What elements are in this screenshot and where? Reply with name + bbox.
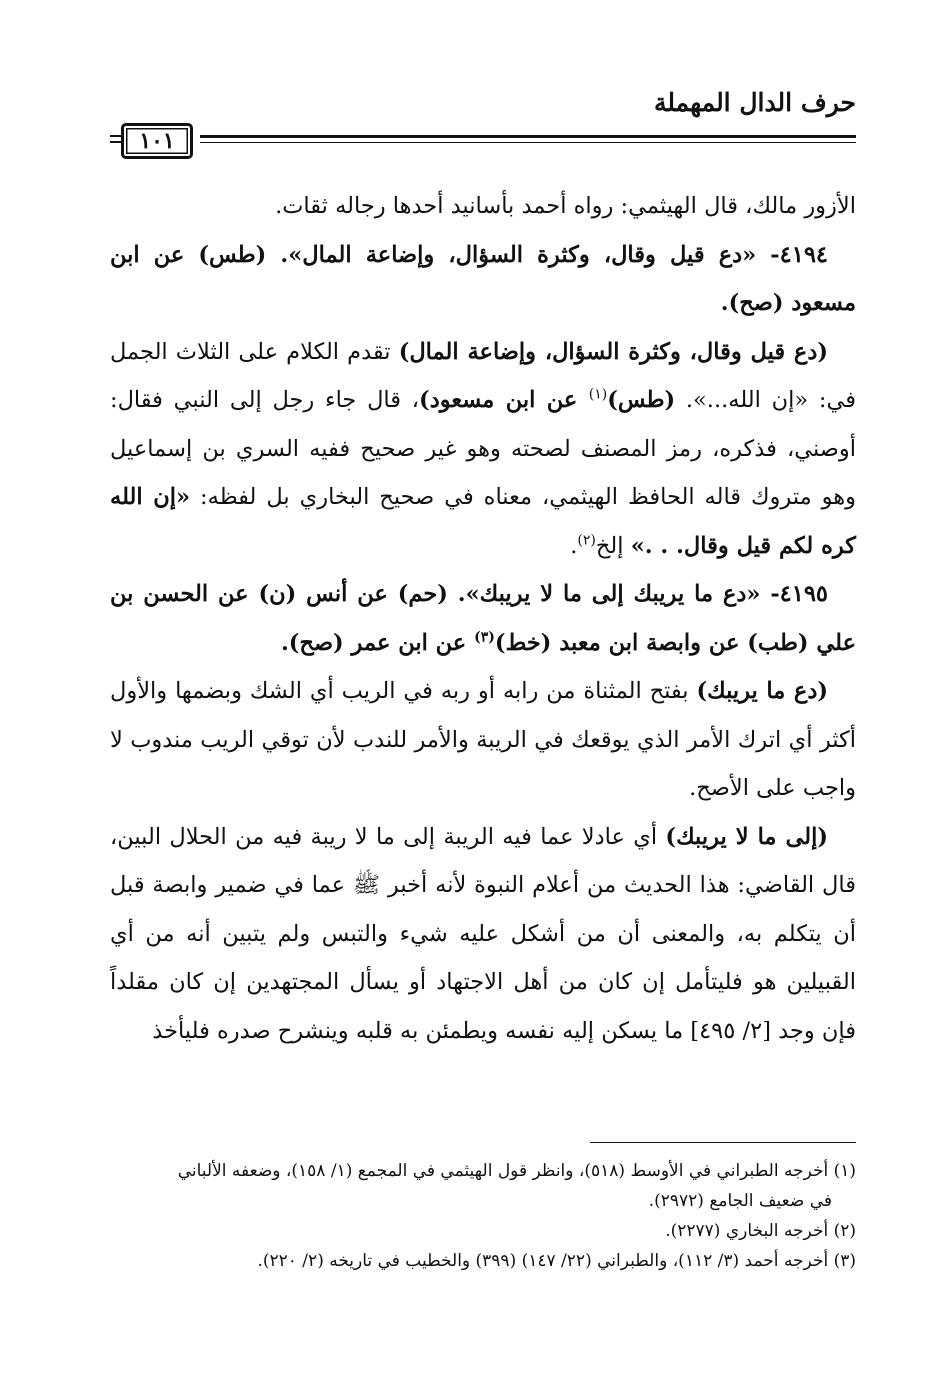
commentary-text-2: ، قال جاء رجل إلى النبي فقال: أوصني، فذكره، رمز المصنف لصحته وهو غير صحيح ففيه السري بن إسماعيل وهو متروك قاله الحافظ الهيثمي، معناه في صحيح البخاري بل لفظه: (110, 387, 856, 510)
footnote-ref-3[interactable]: (٣) (474, 629, 495, 645)
page-number-text: ١٠١ (139, 128, 175, 154)
commentary-lead: (دع قيل وقال، وكثرة السؤال، وإضاعة المال) (398, 338, 829, 365)
running-title: حرف الدال المهملة (653, 88, 856, 117)
hadith-text: - «دع ما يريبك إلى ما لا يريبك». (حم) عن أنس (ن) عن الحسن بن علي (طب) عن وابصة ابن معبد (خط) (110, 581, 856, 656)
footnote-ref-2[interactable]: (٢) (577, 532, 596, 548)
footnote-2 (110, 1216, 856, 1246)
footnote-ref-1[interactable]: (١) (588, 386, 608, 403)
hadith-number: ٤١٩٥ (779, 581, 828, 607)
commentary-text-3: إلخ (595, 532, 631, 559)
paragraph-continuation (110, 182, 856, 231)
commentary-lead: (دع ما يريبك) (696, 678, 828, 704)
hadith-text: - «دع قيل وقال، وكثرة السؤال، وإضاعة المال». (طس) عن ابن مسعود (صح). (110, 241, 856, 316)
footnote-3-text: (٣) أخرجه أحمد (٣/ ١١٢)، والطبراني (٢٢/ ١٤٧) (٣٩٩) والخطيب في تاريخه (٢/ ٢٢٠). (257, 1251, 856, 1271)
header-rule (200, 135, 856, 143)
commentary-text: تقدم الكلام على الثلاث الجمل في: «إن الله...». (110, 338, 856, 413)
hadith-text-2: عن ابن عمر (صح). (280, 629, 475, 656)
footnote-2-text: (٢) أخرجه البخاري (٢٢٧٧). (665, 1221, 856, 1241)
footnote-3 (110, 1246, 856, 1276)
hadith-number: ٤١٩٤ (779, 241, 828, 268)
page-number (121, 123, 193, 159)
commentary-lead: (إلى ما لا يريبك) (665, 823, 828, 850)
commentary-4195-b (110, 813, 856, 1056)
footnotes (110, 1156, 856, 1276)
main-text (110, 182, 856, 1055)
paragraph-1-text: الأزور مالك، قال الهيثمي: رواه أحمد بأسانيد أحدها رجاله ثقات. (275, 193, 856, 219)
footnote-1-text: (١) أخرجه الطبراني في الأوسط (٥١٨)، وانظر قول الهيثمي في المجمع (١/ ١٥٨)، وضعفه الألباني (177, 1161, 856, 1181)
commentary-quote: «إن الله كره لكم قيل وقال. . .» (110, 484, 856, 559)
commentary-end: . (570, 532, 578, 559)
footnote-1 (110, 1156, 856, 1186)
commentary-source-2: عن ابن مسعود) (419, 387, 589, 413)
hadith-4195 (110, 570, 856, 667)
footnote-separator (590, 1142, 856, 1143)
commentary-text: أي عادلا عما فيه الريبة إلى ما لا ريبة فيه من الحلال البين، قال القاضي: هذا الحديث من أعلام النبوة لأنه أخبر ﷺ عما في ضمير وابصة قبل أن يتكلم به، والمعنى أن من أشكل عليه شيء والتبس ولم يتبين أنه من أي القبيلين هو فليتأمل إن كان من أهل الاجتهاد أو يسأل المجتهدين إن كان مقلداً فإن وجد [٢/ ٤٩٥] ما يسكن إليه نفسه ويطمئن به قلبه وينشرح صدره فليأخذ (110, 823, 856, 1044)
commentary-text: بفتح المثناة من رابه أو ربه في الريب أي الشك وبضمها والأول أكثر أي اترك الأمر الذي يوقعك في الريبة والأمر للندب لأن توقي الريب مندوب لا واجب على الأصح. (110, 678, 856, 801)
footnote-1-text-2: في ضعيف الجامع (٢٩٧٢). (648, 1191, 832, 1211)
commentary-4195-a (110, 667, 856, 813)
hadith-4194 (110, 231, 856, 328)
commentary-source: (طس) (607, 387, 676, 413)
footnote-1-continued (110, 1186, 856, 1216)
header-rule-tick (110, 135, 121, 143)
commentary-4194 (110, 328, 856, 571)
